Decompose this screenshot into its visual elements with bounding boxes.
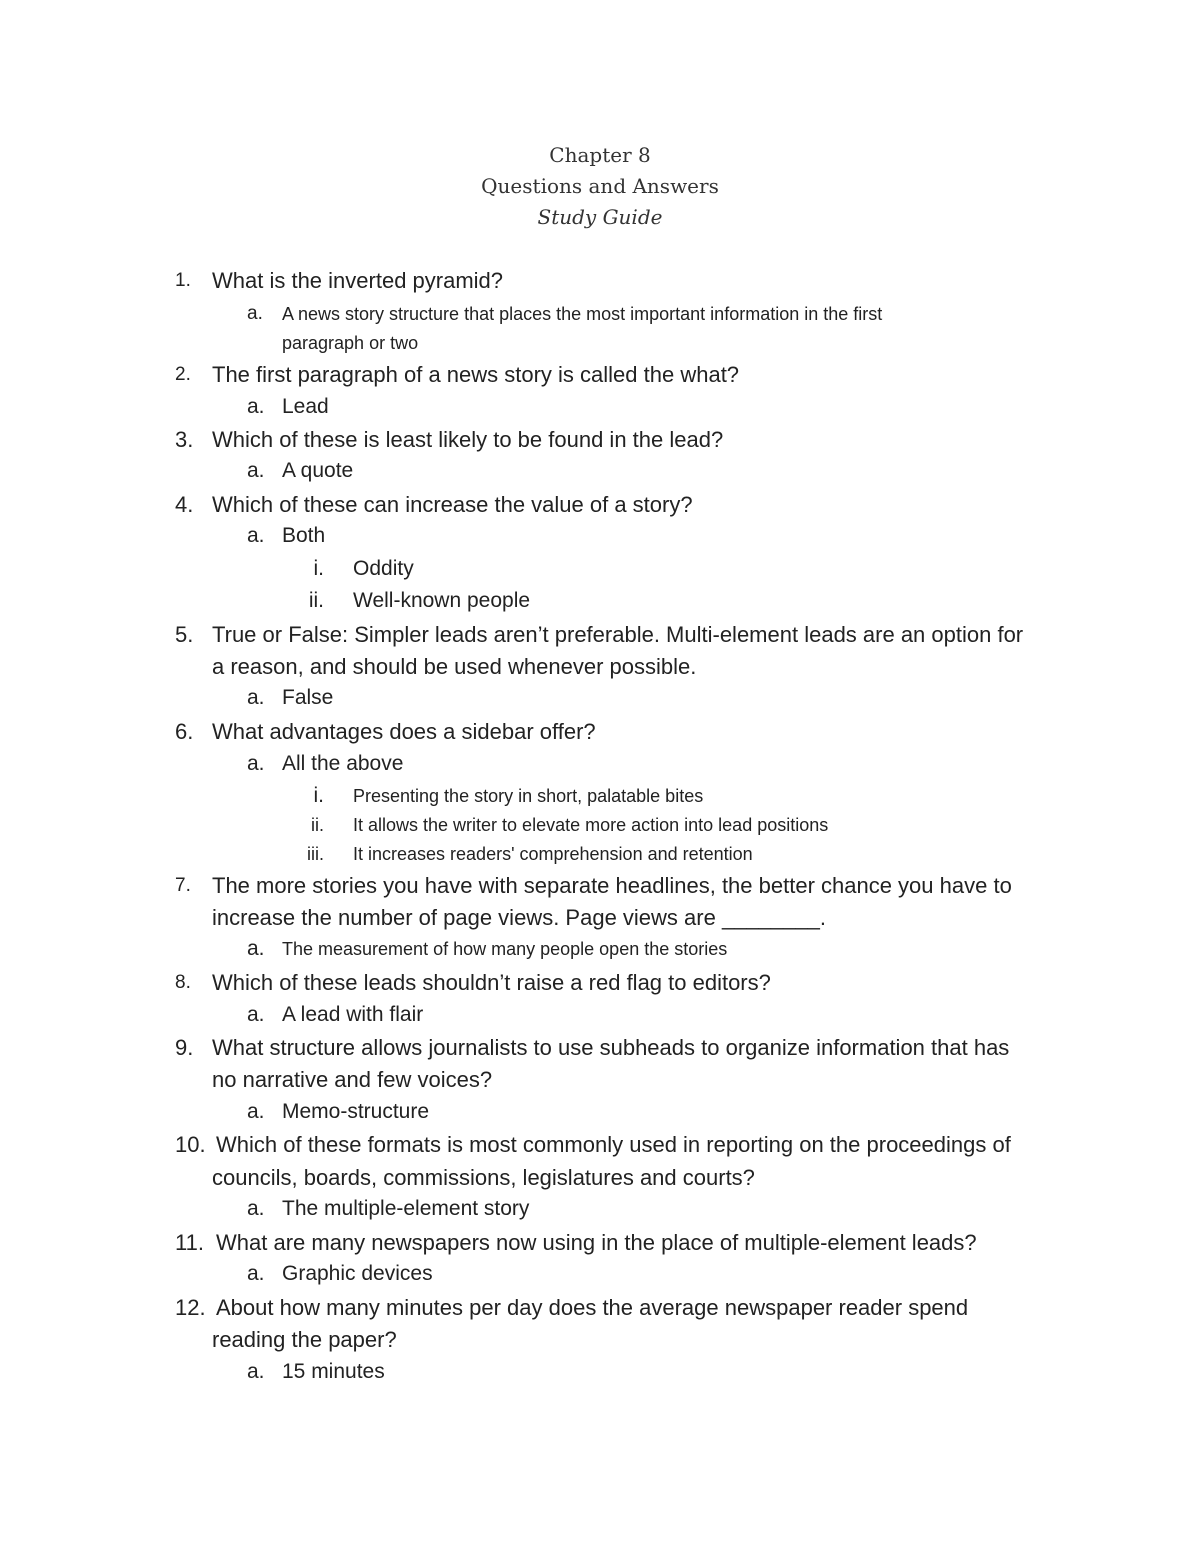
subitem-number: i. (313, 557, 324, 580)
answer-text: The measurement of how many people open the stories (282, 939, 728, 959)
answer-text: A quote (282, 459, 354, 482)
question-number: 11. (175, 1230, 204, 1255)
question-text: What is the inverted pyramid? (212, 268, 504, 293)
question-text: What structure allows journalists to use subheads to organize information that has (212, 1035, 1010, 1060)
question-number: 9. (175, 1035, 194, 1060)
question-number: 2. (175, 364, 191, 385)
question-text: The first paragraph of a news story is called the what? (212, 362, 740, 387)
question-text: What are many newspapers now using in the place of multiple-element leads? (216, 1230, 977, 1255)
subitem-text: Well-known people (353, 589, 531, 612)
question-text: increase the number of page views. Page views are ________. (212, 905, 826, 930)
subitem-number: ii. (308, 589, 324, 612)
question-number: 7. (175, 875, 191, 896)
document-subtitle: Questions and Answers (481, 174, 719, 198)
question-number: 8. (175, 972, 191, 993)
document-type-label: Study Guide (537, 205, 663, 229)
answer-text: Both (282, 524, 326, 547)
question-text: True or False: Simpler leads aren’t preferable. Multi-element leads are an option for (212, 622, 1024, 647)
answer-letter: a. (247, 1003, 265, 1026)
answer-text: All the above (282, 752, 404, 775)
subitem-text: It increases readers' comprehension and retention (353, 844, 753, 864)
subitem-text: Presenting the story in short, palatable bites (353, 786, 704, 806)
question-number: 10. (175, 1132, 206, 1157)
answer-letter: a. (247, 937, 265, 960)
answer-text: Graphic devices (282, 1262, 433, 1285)
question-text: Which of these can increase the value of a story? (212, 492, 693, 517)
answer-text: False (282, 686, 334, 709)
answer-text: A news story structure that places the most important information in the first (282, 304, 883, 324)
answer-text: 15 minutes (282, 1360, 385, 1383)
answer-letter: a. (247, 395, 265, 418)
question-text: councils, boards, commissions, legislatures and courts? (212, 1165, 755, 1190)
question-number: 5. (175, 622, 194, 647)
subitem-number: ii. (311, 815, 324, 835)
answer-letter: a. (247, 303, 263, 324)
answer-letter: a. (247, 524, 265, 547)
answer-text: Memo-structure (282, 1100, 430, 1123)
subitem-number: iii. (307, 844, 324, 864)
answer-letter: a. (247, 686, 265, 709)
question-text: What advantages does a sidebar offer? (212, 719, 596, 744)
subitem-text: Oddity (353, 557, 414, 580)
subitem-text: It allows the writer to elevate more action into lead positions (353, 815, 829, 835)
question-text: Which of these is least likely to be found in the lead? (212, 427, 724, 452)
answer-letter: a. (247, 1100, 265, 1123)
question-text: The more stories you have with separate headlines, the better chance you have to (212, 873, 1012, 898)
question-text: no narrative and few voices? (212, 1067, 493, 1092)
question-text: Which of these leads shouldn’t raise a red flag to editors? (212, 970, 771, 995)
question-text: reading the paper? (212, 1327, 397, 1352)
question-text: About how many minutes per day does the average newspaper reader spend (216, 1295, 969, 1320)
answer-letter: a. (247, 1360, 265, 1383)
answer-letter: a. (247, 459, 265, 482)
chapter-title: Chapter 8 (549, 143, 651, 167)
answer-letter: a. (247, 752, 265, 775)
answer-text: paragraph or two (282, 333, 419, 353)
question-number: 4. (175, 492, 194, 517)
question-text: a reason, and should be used whenever possible. (212, 654, 697, 679)
question-number: 6. (175, 719, 194, 744)
answer-text: Lead (282, 395, 329, 418)
question-text: Which of these formats is most commonly used in reporting on the proceedings of (216, 1132, 1011, 1157)
question-number: 3. (175, 427, 194, 452)
answer-letter: a. (247, 1197, 265, 1220)
answer-text: The multiple-element story (282, 1197, 530, 1220)
question-number: 1. (175, 270, 191, 291)
answer-text: A lead with flair (282, 1003, 424, 1026)
subitem-number: i. (313, 784, 324, 807)
question-number: 12. (175, 1295, 206, 1320)
answer-letter: a. (247, 1262, 265, 1285)
